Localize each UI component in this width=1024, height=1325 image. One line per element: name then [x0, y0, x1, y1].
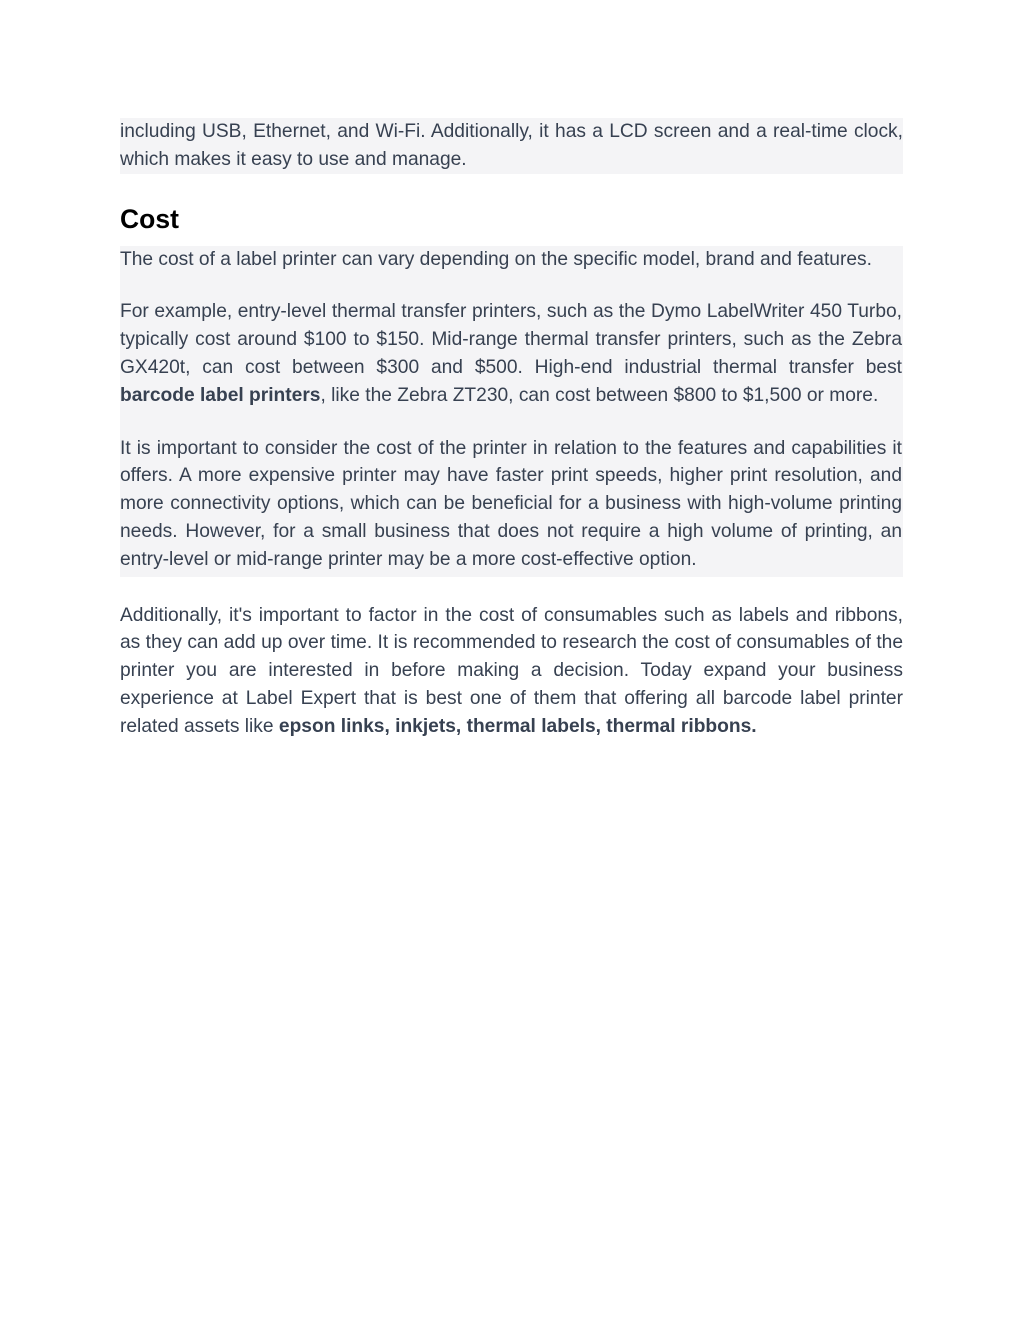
- cost-paragraph-4-start: Additionally, it's important to factor in the cost of consumables such as labels and ribbons, as they can add up over time. It is recommended to research the cost of consumables of the printer you are interested in before making a decision. Today expand your business experience at Label Expert that is best one of them that offering all barcode label printer related assets like: [120, 604, 903, 737]
- document-page: [120, 118, 903, 741]
- intro-paragraph: including USB, Ethernet, and Wi-Fi. Additionally, it has a LCD screen and a real-time clock, which makes it easy to use and manage.: [120, 118, 903, 174]
- consumables-list: epson links, inkjets, thermal labels, thermal ribbons.: [278, 715, 757, 737]
- cost-paragraph-2: [120, 298, 902, 409]
- cost-paragraph-1: The cost of a label printer can vary depending on the specific model, brand and features.: [120, 248, 872, 270]
- cost-heading: Cost: [120, 203, 179, 234]
- cost-paragraph-2-start: For example, entry-level thermal transfer printers, such as the Dymo LabelWriter 450 Turbo, typically cost around $100 to $150. Mid-range thermal transfer printers, such as the Zebra GX420t, can cost between $300 and $500. High-end industrial thermal transfer best: [120, 301, 902, 378]
- cost-shaded-block: [120, 246, 903, 577]
- cost-paragraph-3: It is important to consider the cost of the printer in relation to the features and capabilities it offers. A more expensive printer may have faster print speeds, higher print resolution, and more connectivity options, which can be beneficial for a business with high-volume printing needs. However, for a small business that does not require a high volume of printing, an entry-level or mid-range printer may be a more cost-effective option.: [120, 437, 902, 570]
- cost-paragraph-4: [120, 602, 903, 741]
- barcode-label-printers-link: barcode label printers: [120, 384, 321, 406]
- cost-paragraph-2-end: , like the Zebra ZT230, can cost between $800 to $1,500 or more.: [320, 384, 879, 406]
